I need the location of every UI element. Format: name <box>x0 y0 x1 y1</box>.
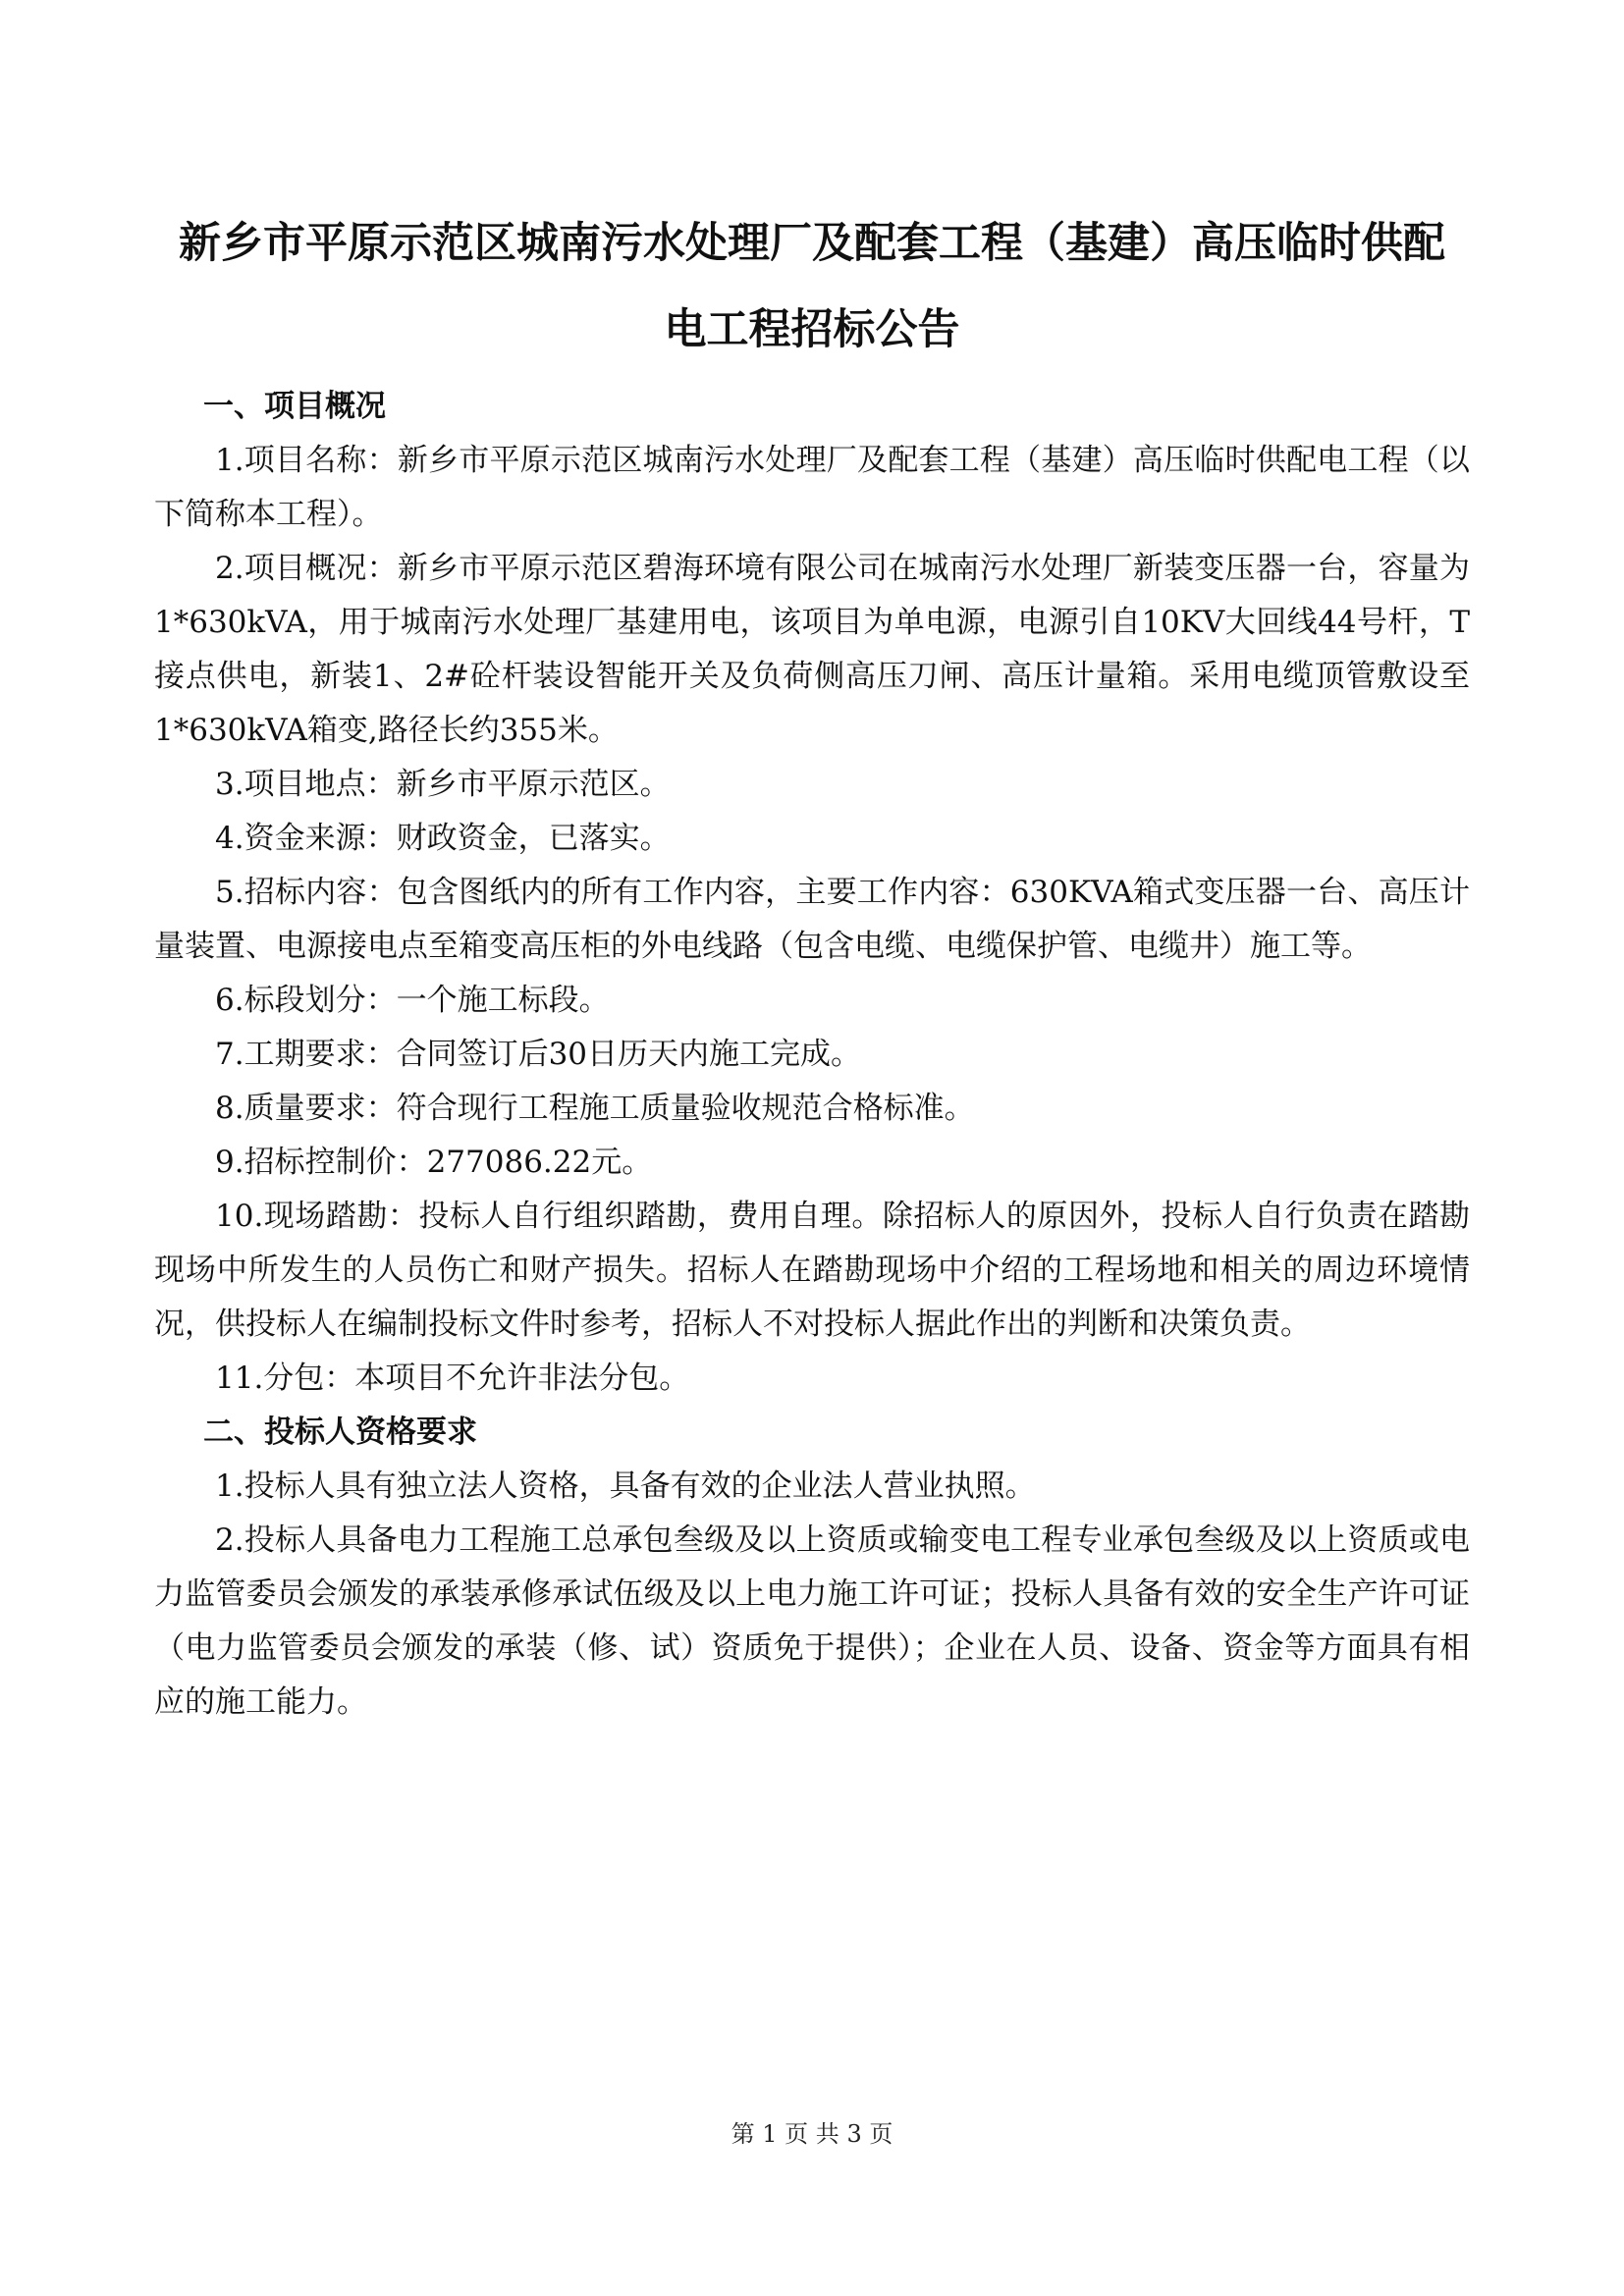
section-heading-bidder-qualifications: 二、投标人资格要求 <box>203 1415 477 1450</box>
paragraph-schedule: 7.工期要求：合同签订后30日历天内施工完成。 <box>215 1037 862 1072</box>
paragraph-project-location: 3.项目地点：新乡市平原示范区。 <box>215 767 671 802</box>
paragraph-tender-content: 5.招标内容：包含图纸内的所有工作内容，主要工作内容：630KVA箱式变压器一台、高压计量装置、电源接电点至箱变高压柜的外电线路（包含电缆、电缆保护管、电缆井）施工等。 <box>154 875 1470 964</box>
paragraph-legal-entity: 1.投标人具有独立法人资格，具备有效的企业法人营业执照。 <box>215 1468 1036 1504</box>
paragraph-project-name: 1.项目名称：新乡市平原示范区城南污水处理厂及配套工程（基建）高压临时供配电工程（以下简称本工程）。 <box>154 443 1470 532</box>
document-title-line-1: 新乡市平原示范区城南污水处理厂及配套工程（基建）高压临时供配 <box>179 219 1445 268</box>
paragraph-project-summary: 2.项目概况：新乡市平原示范区碧海环境有限公司在城南污水处理厂新装变压器一台，容量为1*630kVA，用于城南污水处理厂基建用电，该项目为单电源，电源引自10KV大回线44号杆，T接点供电，新装1、2#砼杆装设智能开关及负荷侧高压刀闸、高压计量箱。采用电缆顶管敷设至1*630kVA箱变,路径长约355米。 <box>154 551 1470 748</box>
paragraph-control-price: 9.招标控制价：277086.22元。 <box>215 1145 653 1180</box>
paragraph-site-visit: 10.现场踏勘：投标人自行组织踏勘，费用自理。除招标人的原因外，投标人自行负责在踏勘现场中所发生的人员伤亡和财产损失。招标人在踏勘现场中介绍的工程场地和相关的周边环境情况，供投标人在编制投标文件时参考，招标人不对投标人据此作出的判断和决策负责。 <box>154 1199 1470 1342</box>
paragraph-funding-source: 4.资金来源：财政资金，已落实。 <box>215 821 671 856</box>
section-heading-project-overview: 一、项目概况 <box>203 389 386 424</box>
document-title-line-2: 电工程招标公告 <box>664 305 960 354</box>
paragraph-quality: 8.质量要求：符合现行工程施工质量验收规范合格标准。 <box>215 1091 975 1126</box>
paragraph-qualifications: 2.投标人具备电力工程施工总承包叁级及以上资质或输变电工程专业承包叁级及以上资质或电力监管委员会颁发的承装承修承试伍级及以上电力施工许可证；投标人具备有效的安全生产许可证（电力监管委员会颁发的承装（修、试）资质免于提供）；企业在人员、设备、资金等方面具有相应的施工能力。 <box>154 1522 1470 1720</box>
paragraph-subcontracting: 11.分包：本项目不允许非法分包。 <box>215 1361 690 1396</box>
paragraph-section-division: 6.标段划分：一个施工标段。 <box>215 983 610 1018</box>
document-body <box>154 380 1470 1730</box>
page-footer: 第 1 页 共 3 页 <box>731 2120 893 2148</box>
